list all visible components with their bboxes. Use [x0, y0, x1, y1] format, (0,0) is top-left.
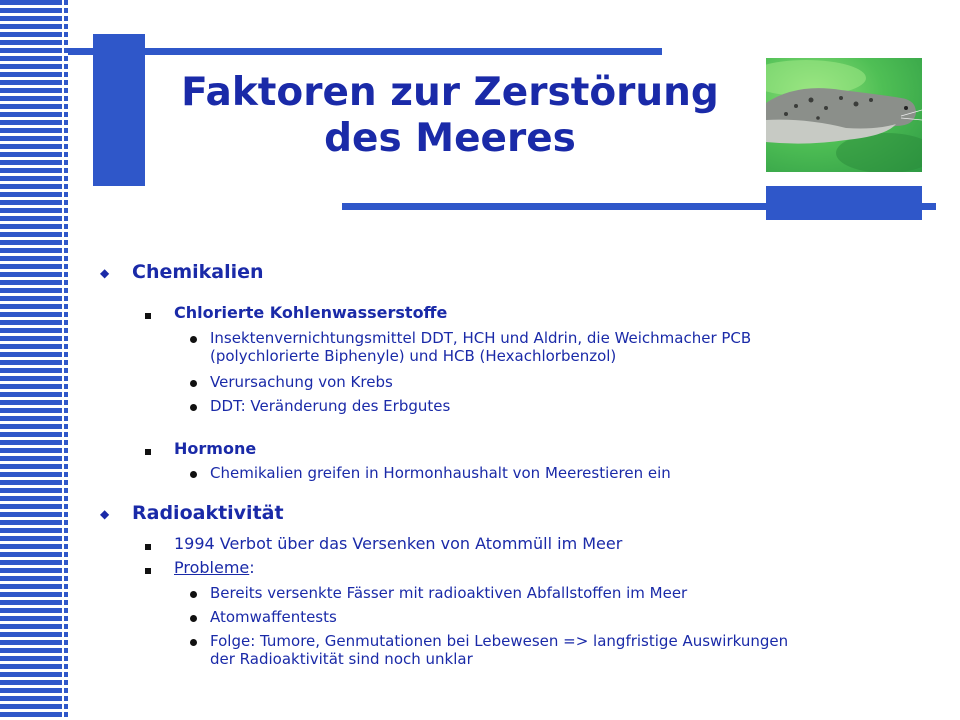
diamond-bullet-icon: ◆	[100, 266, 110, 280]
subitem-folge-line-1: Folge: Tumore, Genmutationen bei Lebewesen => langfristige Auswirkungen	[210, 632, 789, 650]
subitem-folge-line-2: der Radioaktivität sind noch unklar	[210, 650, 473, 668]
square-bullet-icon	[145, 313, 151, 319]
slide-title-line-2: des Meeres	[324, 116, 576, 161]
round-bullet-icon	[190, 615, 197, 622]
round-bullet-icon	[190, 404, 197, 411]
item-hormone: Hormone	[174, 439, 257, 458]
subitem-faesser: Bereits versenkte Fässer mit radioaktiven Abfallstoffen im Meer	[210, 584, 688, 602]
round-bullet-icon	[190, 380, 197, 387]
round-bullet-icon	[190, 336, 197, 343]
square-bullet-icon	[145, 449, 151, 455]
round-bullet-icon	[190, 639, 197, 646]
diamond-bullet-icon: ◆	[100, 507, 110, 521]
item-probleme	[174, 558, 255, 577]
subitem-krebs: Verursachung von Krebs	[210, 373, 393, 391]
square-bullet-icon	[145, 544, 151, 550]
section-heading-chemikalien: Chemikalien	[132, 261, 264, 283]
item-probleme-label: Probleme	[174, 558, 250, 577]
subitem-insektenvernichtungsmittel-line-2: (polychlorierte Biphenyle) und HCB (Hexachlorbenzol)	[210, 347, 617, 365]
slide-title-line-1: Faktoren zur Zerstörung	[181, 70, 719, 115]
item-probleme-colon: :	[249, 558, 255, 577]
round-bullet-icon	[190, 591, 197, 598]
round-bullet-icon	[190, 471, 197, 478]
item-verbot-1994: 1994 Verbot über das Versenken von Atommüll im Meer	[174, 534, 623, 553]
subitem-hormonhaushalt: Chemikalien greifen in Hormonhaushalt von Meerestieren ein	[210, 464, 671, 482]
subitem-erbgut: DDT: Veränderung des Erbgutes	[210, 397, 451, 415]
subitem-insektenvernichtungsmittel-line-1: Insektenvernichtungsmittel DDT, HCH und Aldrin, die Weichmacher PCB	[210, 329, 752, 347]
section-heading-radioaktivitaet: Radioaktivität	[132, 502, 284, 524]
item-chlorierte-kohlenwasserstoffe: Chlorierte Kohlenwasserstoffe	[174, 303, 448, 322]
square-bullet-icon	[145, 568, 151, 574]
subitem-atomwaffentests: Atomwaffentests	[210, 608, 337, 626]
